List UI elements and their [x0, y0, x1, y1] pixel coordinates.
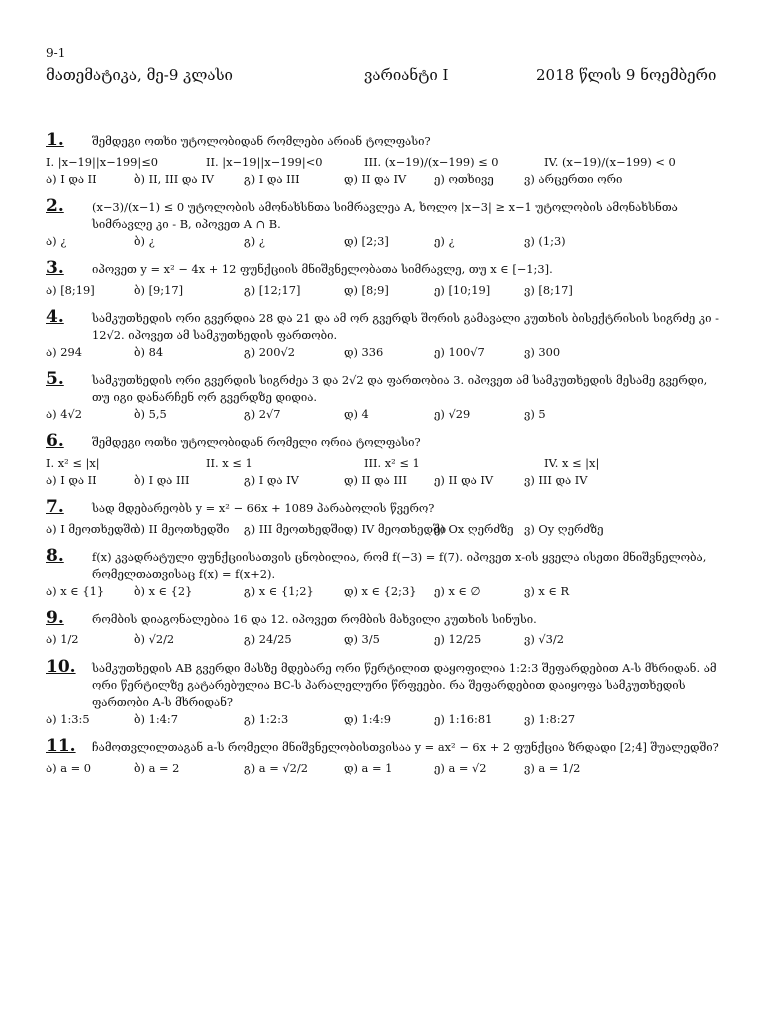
- question-8: [46, 544, 726, 600]
- question-text: იპოვეთ y = x² − 4x + 12 ფუნქციის მნიშვნელობათა სიმრავლე, თუ x ∈ [−1;3].: [92, 262, 553, 277]
- exam-page: [46, 46, 726, 777]
- question-number: 6.: [46, 431, 64, 452]
- statement-item: IV. x ≤ |x|: [544, 455, 600, 470]
- question-number: 2.: [46, 195, 64, 216]
- answer-option[interactable]: ვ) √3/2: [524, 632, 565, 647]
- answer-option[interactable]: ვ) 5: [524, 407, 546, 422]
- statement-row: [46, 154, 726, 171]
- answer-option[interactable]: დ) 3/5: [344, 632, 380, 647]
- answer-option[interactable]: ბ) II, III და IV: [134, 171, 214, 186]
- question-4: [46, 305, 726, 361]
- subject-title: მათემატიკა, მე-9 კლასი: [46, 66, 233, 84]
- answer-option[interactable]: ე) Ox ღერძზე: [434, 521, 514, 536]
- answer-option[interactable]: ა) I მეოთხედში: [46, 521, 137, 536]
- statement-item: II. |x−19||x−199|<0: [206, 154, 323, 169]
- answer-option[interactable]: ე) 12/25: [434, 632, 482, 647]
- question-5: [46, 367, 726, 423]
- question-number: 11.: [46, 736, 76, 757]
- question-9: [46, 606, 726, 649]
- answer-option[interactable]: ბ) 5,5: [134, 407, 167, 422]
- question-number: 8.: [46, 545, 64, 566]
- answer-option[interactable]: გ) [12;17]: [244, 282, 301, 297]
- statement-item: III. (x−19)/(x−199) ≤ 0: [364, 154, 499, 169]
- answer-option[interactable]: გ) 24/25: [244, 632, 292, 647]
- question-7: [46, 495, 726, 538]
- question-2: [46, 194, 726, 250]
- answer-option[interactable]: ბ) x ∈ {2}: [134, 583, 193, 598]
- answer-options: [46, 760, 726, 777]
- answer-option[interactable]: დ) [2;3]: [344, 233, 389, 248]
- answer-option[interactable]: ბ) 1:4:7: [134, 711, 178, 726]
- question-number: 5.: [46, 368, 64, 389]
- answer-option[interactable]: გ) 200√2: [244, 344, 296, 359]
- answer-option[interactable]: ა) 1/2: [46, 632, 79, 647]
- answer-option[interactable]: ე) x ∈ ∅: [434, 583, 481, 598]
- answer-option[interactable]: ვ) [8;17]: [524, 282, 573, 297]
- questions-list: [46, 128, 726, 777]
- answer-option[interactable]: გ) a = √2/2: [244, 760, 308, 775]
- answer-option[interactable]: ვ) a = 1/2: [524, 760, 581, 775]
- question-3: [46, 256, 726, 299]
- statement-row: [46, 455, 726, 472]
- answer-option[interactable]: დ) 1:4:9: [344, 711, 391, 726]
- answer-option[interactable]: ვ) 1:8:27: [524, 711, 576, 726]
- question-text: შემდეგი ოთხი უტოლობიდან რომლები არიან ტოლფასი?: [92, 134, 431, 148]
- exam-header: [46, 66, 726, 84]
- answer-options: [46, 233, 726, 250]
- answer-options: [46, 344, 726, 361]
- answer-option[interactable]: გ) 1:2:3: [244, 711, 289, 726]
- answer-options: [46, 631, 726, 648]
- answer-option[interactable]: დ) 336: [344, 344, 384, 359]
- answer-option[interactable]: ა) ¿: [46, 233, 67, 248]
- answer-option[interactable]: ა) a = 0: [46, 760, 92, 775]
- answer-options: [46, 171, 726, 188]
- answer-option[interactable]: ვ) x ∈ R: [524, 583, 570, 598]
- answer-option[interactable]: ე) 1:16:81: [434, 711, 493, 726]
- answer-option[interactable]: ა) 1:3:5: [46, 711, 90, 726]
- answer-option[interactable]: ვ) (1;3): [524, 233, 566, 248]
- answer-option[interactable]: ა) I და II: [46, 472, 97, 487]
- answer-option[interactable]: დ) a = 1: [344, 760, 393, 775]
- answer-option[interactable]: დ) IV მეოთხედში: [344, 521, 447, 536]
- question-number: 10.: [46, 656, 76, 677]
- question-number: 9.: [46, 607, 64, 628]
- answer-option[interactable]: ა) 294: [46, 344, 82, 359]
- answer-option[interactable]: ე) a = √2: [434, 760, 487, 775]
- question-text: ჩამოთვლილთაგან a-ს რომელი მნიშვნელობისთვისაა y = ax² − 6x + 2 ფუნქცია ზრდადი [2;4] შუალედში?: [92, 740, 719, 755]
- variant-label: ვარიანტი I: [364, 66, 449, 84]
- answer-option[interactable]: ე) √29: [434, 407, 471, 422]
- answer-option[interactable]: ვ) არცერთი ორი: [524, 171, 623, 186]
- answer-option[interactable]: დ) x ∈ {2;3}: [344, 583, 417, 598]
- question-text: სად მდებარეობს y = x² − 66x + 1089 პარაბოლის წვერო?: [92, 501, 435, 516]
- question-text: (x−3)/(x−1) ≤ 0 უტოლობის ამონახსნთა სიმრავლეა A, ხოლო |x−3| ≥ x−1 უტოლობის ამონახსნთა სიმრავლე კი - B, იპოვეთ A ∩ B.: [92, 199, 678, 231]
- answer-option[interactable]: დ) II და III: [344, 472, 407, 487]
- answer-option[interactable]: ბ) √2/2: [134, 632, 175, 647]
- statement-item: I. x² ≤ |x|: [46, 455, 100, 470]
- answer-option[interactable]: გ) III მეოთხედში: [244, 521, 345, 536]
- answer-option[interactable]: ბ) [9;17]: [134, 282, 184, 297]
- exam-code: 9-1: [46, 46, 66, 60]
- answer-option[interactable]: დ) [8;9]: [344, 282, 389, 297]
- answer-option[interactable]: გ) 2√7: [244, 407, 281, 422]
- answer-option[interactable]: ე) II და IV: [434, 472, 494, 487]
- answer-option[interactable]: ვ) III და IV: [524, 472, 588, 487]
- question-10: [46, 655, 726, 728]
- question-text: f(x) კვადრატული ფუნქციისათვის ცნობილია, რომ f(−3) = f(7). იპოვეთ x-ის ყველა ისეთი მნიშვნელობა, რომელთათვისაც f(x) = f(x+2).: [92, 549, 707, 581]
- answer-option[interactable]: ა) I და II: [46, 171, 97, 186]
- answer-option[interactable]: ე) ¿: [434, 233, 455, 248]
- question-text: სამკუთხედის AB გვერდი მასზე მდებარე ორი წერტილით დაყოფილია 1:2:3 შეფარდებით A-ს მხრიდან. ამ ორი წერტილზე გატარებულია BC-ს პარალელური წრფეები. რა შეფარდებით დაიყოფა სამკუთხედის ფართობი A-ს მხრიდან?: [92, 660, 717, 709]
- answer-option[interactable]: დ) 4: [344, 407, 369, 422]
- answer-option[interactable]: ბ) 84: [134, 344, 164, 359]
- question-number: 4.: [46, 306, 64, 327]
- answer-options: [46, 711, 726, 728]
- answer-options: [46, 472, 726, 489]
- exam-date: 2018 წლის 9 ნოემბერი: [536, 66, 717, 84]
- statement-item: III. x² ≤ 1: [364, 455, 420, 470]
- question-6: [46, 429, 726, 489]
- answer-option[interactable]: გ) x ∈ {1;2}: [244, 583, 314, 598]
- answer-option[interactable]: ვ) 300: [524, 344, 561, 359]
- answer-option[interactable]: ბ) ¿: [134, 233, 155, 248]
- answer-option[interactable]: ა) [8;19]: [46, 282, 95, 297]
- statement-item: II. x ≤ 1: [206, 455, 253, 470]
- answer-option[interactable]: გ) I და IV: [244, 472, 299, 487]
- answer-option[interactable]: ბ) II მეოთხედში: [134, 521, 230, 536]
- answer-options: [46, 521, 726, 538]
- answer-option[interactable]: დ) II და IV: [344, 171, 407, 186]
- statement-item: IV. (x−19)/(x−199) < 0: [544, 154, 676, 169]
- answer-option[interactable]: ე) 100√7: [434, 344, 485, 359]
- answer-options: [46, 583, 726, 600]
- question-1: [46, 128, 726, 188]
- question-number: 3.: [46, 258, 64, 279]
- answer-option[interactable]: ბ) I და III: [134, 472, 190, 487]
- answer-option[interactable]: ბ) a = 2: [134, 760, 180, 775]
- question-text: სამკუთხედის ორი გვერდია 28 და 21 და ამ ორ გვერდს შორის გამავალი კუთხის ბისექტრისის სიგრძე კი - 12√2. იპოვეთ ამ სამკუთხედის ფართობი.: [92, 310, 719, 342]
- question-text: შემდეგი ოთხი უტოლობიდან რომელი ორია ტოლფასი?: [92, 435, 421, 450]
- answer-option[interactable]: ე) [10;19]: [434, 282, 491, 297]
- question-text: რომბის დიაგონალებია 16 და 12. იპოვეთ რომბის მახვილი კუთხის სინუსი.: [92, 611, 537, 626]
- answer-option[interactable]: ა) 4√2: [46, 407, 82, 422]
- question-number: 7.: [46, 497, 64, 518]
- question-11: [46, 734, 726, 777]
- answer-option[interactable]: ა) x ∈ {1}: [46, 583, 105, 598]
- answer-options: [46, 282, 726, 299]
- question-number: 1.: [46, 130, 64, 150]
- answer-option[interactable]: ვ) Oy ღერძზე: [524, 521, 604, 536]
- question-text: სამკუთხედის ორი გვერდის სიგრძეა 3 და 2√2 და ფართობია 3. იპოვეთ ამ სამკუთხედის მესამე გვერდი, თუ იგი დანარჩენ ორ გვერდზე დიდია.: [92, 372, 708, 405]
- answer-options: [46, 406, 726, 423]
- statement-item: I. |x−19||x−199|≤0: [46, 154, 159, 169]
- answer-option[interactable]: გ) I და III: [244, 171, 300, 186]
- answer-option[interactable]: ე) ოთხივე: [434, 171, 494, 186]
- answer-option[interactable]: გ) ¿: [244, 233, 265, 248]
